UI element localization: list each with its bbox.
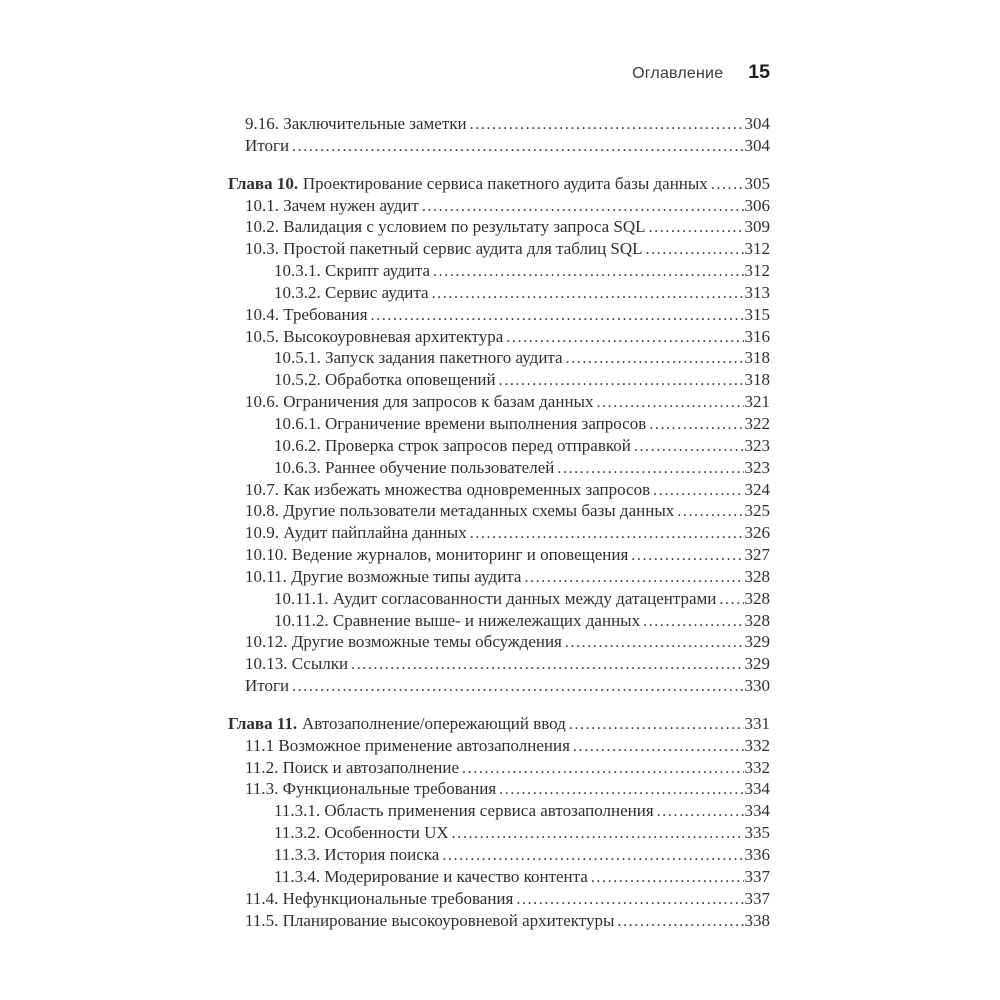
- toc-entry: [228, 261, 770, 283]
- toc-entry-page: 316: [744, 326, 770, 346]
- toc-entry-label: Итоги: [245, 676, 290, 696]
- toc-entry-label: 10.10. Ведение журналов, мониторинг и оповещения: [245, 545, 629, 565]
- toc-entry-page: 305: [744, 173, 770, 193]
- toc-entry: [228, 458, 770, 480]
- leader-dots: [557, 458, 743, 480]
- toc-entry: [228, 414, 770, 436]
- toc-entry-label: Проектирование сервиса пакетного аудита базы данных: [302, 173, 708, 193]
- toc-entry: [228, 370, 770, 392]
- toc-entry-label: Итоги: [245, 135, 290, 155]
- toc-entry-page: 323: [744, 457, 770, 477]
- toc-entry-chapter-prefix: Глава 11.: [228, 713, 298, 733]
- leader-dots: [422, 196, 744, 218]
- toc-entry-label: 10.6.2. Проверка строк запросов перед отправкой: [274, 435, 631, 455]
- toc-entry-page: 334: [744, 779, 770, 799]
- toc-entry-label: 10.3.1. Скрипт аудита: [274, 261, 431, 281]
- toc-entry: [228, 305, 770, 327]
- running-header: [228, 61, 770, 84]
- toc-entry-page: 312: [744, 239, 770, 259]
- toc-entry-label: 10.5.2. Обработка оповещений: [274, 370, 496, 390]
- toc-entry-page: 338: [744, 910, 770, 930]
- toc-entry-label: 11.5. Планирование высокоуровневой архитектуры: [245, 910, 615, 930]
- leader-dots: [591, 867, 744, 889]
- toc-entry-page: 313: [744, 282, 770, 302]
- toc-entry-label: 10.1. Зачем нужен аудит: [245, 195, 419, 215]
- toc-entry-page: 330: [744, 676, 770, 696]
- leader-dots: [653, 480, 743, 502]
- leader-dots: [573, 736, 744, 758]
- toc-entry-page: 304: [744, 135, 770, 155]
- toc-entry-page: 326: [744, 523, 770, 543]
- toc-entry-label: 10.11.1. Аудит согласованности данных между датацентрами: [274, 588, 717, 608]
- toc-entry-page: 329: [744, 654, 770, 674]
- toc-entry-page: 334: [744, 801, 770, 821]
- toc-entry: [228, 801, 770, 823]
- toc-entry: [228, 523, 770, 545]
- leader-dots: [499, 779, 743, 801]
- leader-dots: [643, 611, 743, 633]
- toc-entry: [228, 676, 770, 698]
- toc-entry-chapter-prefix: Глава 10.: [228, 173, 299, 193]
- toc-entry-page: 335: [744, 823, 770, 843]
- toc-entry-label: 10.4. Требования: [245, 304, 368, 324]
- toc-entry: [228, 436, 770, 458]
- toc-entry: [228, 845, 770, 867]
- leader-dots: [499, 370, 744, 392]
- toc-entry: [228, 283, 770, 305]
- leader-dots: [351, 654, 743, 676]
- toc-entry-label: 11.4. Нефункциональные требования: [245, 888, 514, 908]
- toc-entry: [228, 136, 770, 158]
- leader-dots: [516, 889, 743, 911]
- toc-entry: [228, 480, 770, 502]
- toc-entry-page: 328: [744, 610, 770, 630]
- leader-dots: [371, 305, 744, 327]
- leader-dots: [470, 523, 744, 545]
- toc-entry-label: 11.3.4. Модерирование и качество контента: [274, 866, 588, 886]
- toc-entry-label: 10.9. Аудит пайплайна данных: [245, 523, 467, 543]
- leader-dots: [719, 589, 743, 611]
- toc-entry-label: 10.6. Ограничения для запросов к базам данных: [245, 392, 594, 412]
- leader-dots: [292, 136, 743, 158]
- leader-dots: [569, 714, 744, 736]
- toc-entry-label: 11.3.1. Область применения сервиса автозаполнения: [274, 801, 654, 821]
- toc-entry-page: 337: [744, 866, 770, 886]
- toc-entry-page: 332: [744, 735, 770, 755]
- toc-entry-page: 336: [744, 845, 770, 864]
- toc-entry: [228, 911, 770, 933]
- toc-entry-label: 11.3. Функциональные требования: [245, 779, 497, 799]
- leader-dots: [442, 845, 743, 867]
- leader-dots: [565, 632, 744, 654]
- toc-entry: [228, 239, 770, 261]
- leader-dots: [524, 567, 743, 589]
- toc-entry: [228, 736, 770, 758]
- toc-entry: [228, 611, 770, 633]
- leader-dots: [634, 436, 744, 458]
- leader-dots: [711, 174, 744, 196]
- leader-dots: [470, 114, 744, 136]
- toc-entry-page: 318: [744, 348, 770, 368]
- leader-dots: [596, 392, 743, 414]
- header-page-number: 15: [748, 61, 770, 83]
- toc-entry-label: 10.7. Как избежать множества одновременных запросов: [245, 479, 651, 499]
- toc-entry-label: 10.11.2. Сравнение выше- и нижележащих данных: [274, 610, 641, 630]
- toc-entry: [228, 196, 770, 218]
- toc-entry: [228, 217, 770, 239]
- toc-entry-page: 329: [744, 632, 770, 652]
- toc-entry-label: 10.6.3. Раннее обучение пользователей: [274, 457, 555, 477]
- toc-entry-label: 10.12. Другие возможные темы обсуждения: [245, 632, 562, 652]
- toc-entry-page: 337: [744, 888, 770, 908]
- leader-dots: [649, 217, 744, 239]
- leader-dots: [566, 348, 744, 370]
- toc-entry: [228, 589, 770, 611]
- leader-dots: [649, 414, 743, 436]
- toc-entry: [228, 632, 770, 654]
- toc-entry-label: 9.16. Заключительные заметки: [245, 114, 467, 133]
- toc-entry: [228, 758, 770, 780]
- toc-entry-page: 309: [744, 217, 770, 237]
- toc-entry-page: 332: [744, 757, 770, 777]
- toc-entry-label: 10.11. Другие возможные типы аудита: [245, 566, 522, 586]
- toc-entry-label: Автозаполнение/опережающий ввод: [301, 713, 566, 733]
- toc-entry-label: 10.3. Простой пакетный сервис аудита для таблиц SQL: [245, 239, 643, 259]
- toc-entry-page: 312: [744, 261, 770, 281]
- toc-entry-page: 306: [744, 195, 770, 215]
- toc-entry-page: 325: [744, 501, 770, 521]
- toc-entry: [228, 501, 770, 523]
- toc-entry: [228, 654, 770, 676]
- toc-entry-page: 331: [744, 713, 770, 733]
- leader-dots: [646, 239, 744, 261]
- toc-entry-label: 11.3.3. История поиска: [274, 845, 440, 864]
- toc-entry: [228, 392, 770, 414]
- toc-entry: [228, 779, 770, 801]
- leader-dots: [631, 545, 743, 567]
- leader-dots: [432, 283, 744, 305]
- leader-dots: [657, 801, 744, 823]
- toc-entry-page: 327: [744, 545, 770, 565]
- header-section-title: Оглавление: [632, 65, 724, 82]
- toc-entry-page: 322: [744, 413, 770, 433]
- toc-entry-page: 328: [744, 566, 770, 586]
- toc-entry-page: 324: [744, 479, 770, 499]
- toc-entry-page: 321: [744, 392, 770, 412]
- toc-entry-page: 323: [744, 435, 770, 455]
- toc-entry: [228, 567, 770, 589]
- toc-entry: [228, 348, 770, 370]
- leader-dots: [617, 911, 743, 933]
- leader-dots: [292, 676, 743, 698]
- leader-dots: [452, 823, 744, 845]
- toc-entry: [228, 545, 770, 567]
- toc-entry-label: 11.3.2. Особенности UX: [274, 823, 449, 843]
- toc-entry: [228, 174, 770, 196]
- toc-entry-page: 315: [744, 304, 770, 324]
- toc-entry-label: 10.2. Валидация с условием по результату запроса SQL: [245, 217, 646, 237]
- leader-dots: [677, 501, 743, 523]
- toc-entry: [228, 889, 770, 911]
- toc-entry-label: 10.13. Ссылки: [245, 654, 349, 674]
- toc-entry-label: 10.8. Другие пользователи метаданных схемы базы данных: [245, 501, 675, 521]
- toc-list: [228, 114, 770, 932]
- toc-entry: [228, 823, 770, 845]
- toc-entry-label: 10.5. Высокоуровневая архитектура: [245, 326, 504, 346]
- toc-entry-page: 304: [744, 114, 770, 133]
- toc-entry: [228, 714, 770, 736]
- leader-dots: [506, 327, 743, 349]
- toc-entry-page: 318: [744, 370, 770, 390]
- leader-dots: [433, 261, 743, 283]
- toc-entry: [228, 327, 770, 349]
- toc-entry-label: 10.6.1. Ограничение времени выполнения запросов: [274, 413, 647, 433]
- leader-dots: [462, 758, 743, 780]
- toc-entry-label: 10.5.1. Запуск задания пакетного аудита: [274, 348, 563, 368]
- toc-entry-label: 11.2. Поиск и автозаполнение: [245, 757, 460, 777]
- toc-entry: [228, 867, 770, 889]
- toc-entry-label: 11.1 Возможное применение автозаполнения: [245, 735, 570, 755]
- toc-entry-page: 328: [744, 588, 770, 608]
- toc-entry-label: 10.3.2. Сервис аудита: [274, 282, 429, 302]
- toc-entry: [228, 114, 770, 136]
